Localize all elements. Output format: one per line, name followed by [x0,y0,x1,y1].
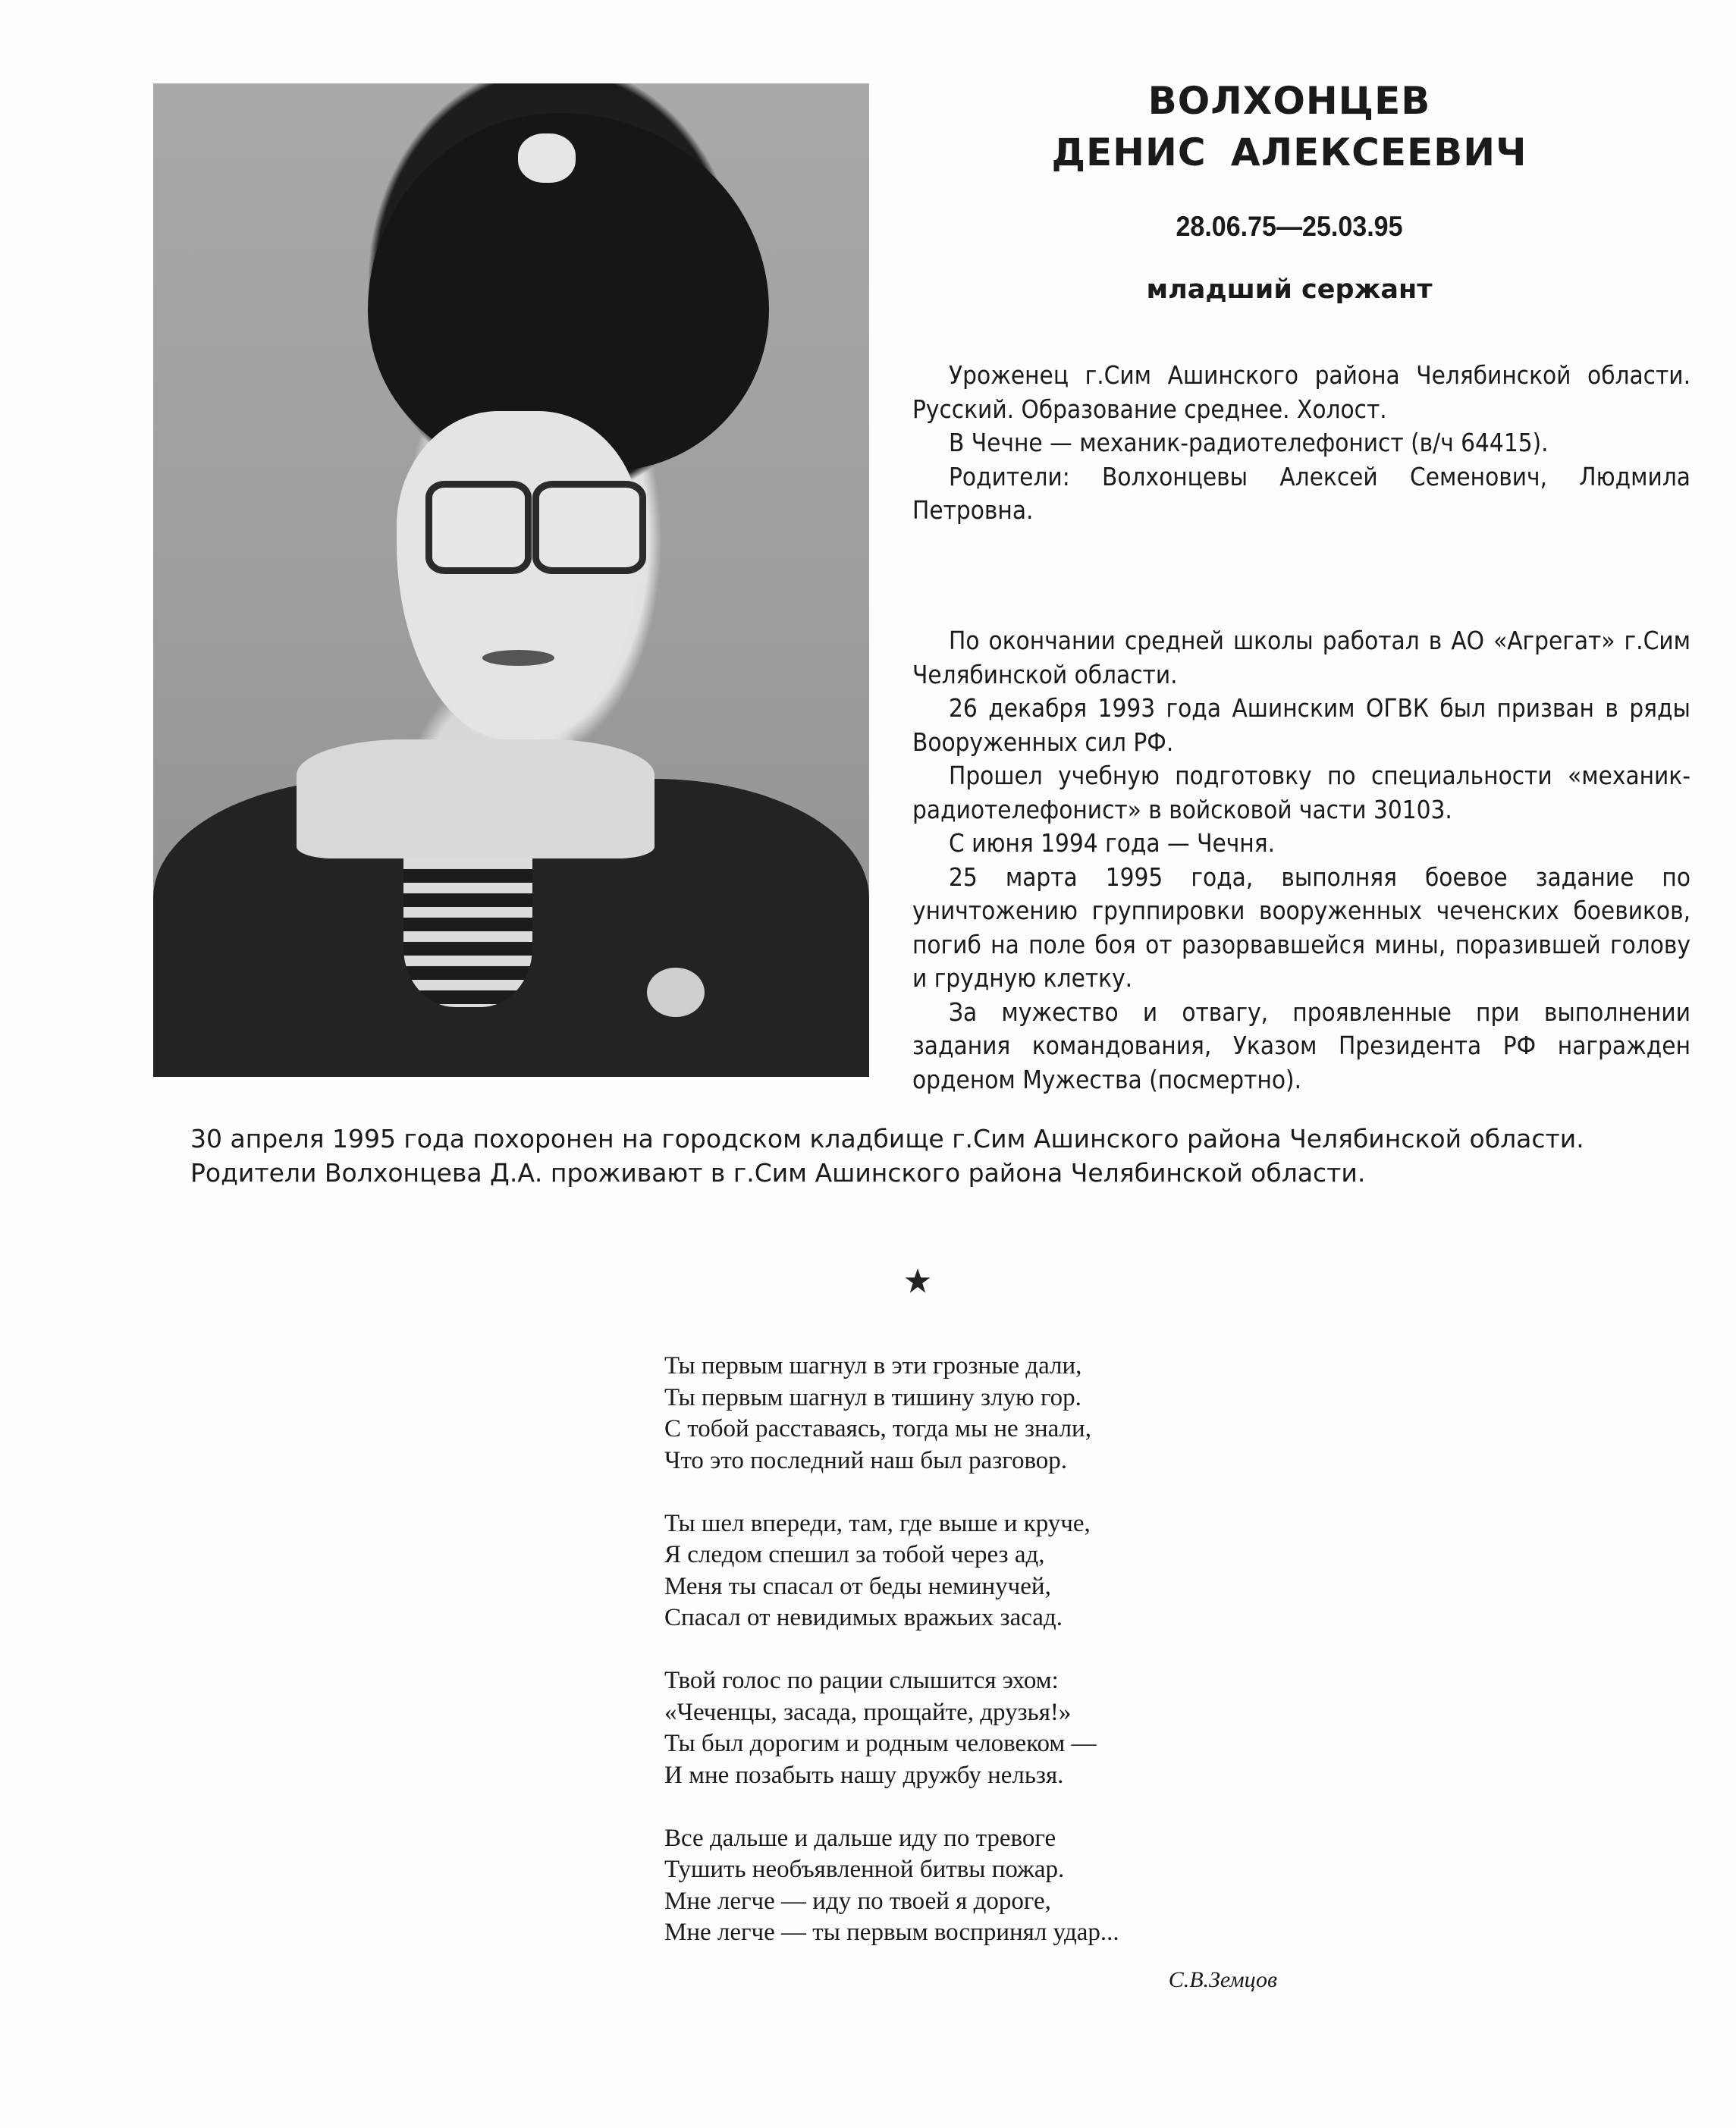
portrait-photo [153,83,869,1077]
photo-mouth [482,650,554,666]
poem-stanza [664,1665,1301,1791]
photo-collar [297,739,655,858]
poem-stanza [664,1823,1301,1949]
biography-service-block [912,624,1690,1097]
photo-striped-shirt [403,858,532,1008]
star-icon [904,1267,931,1295]
poem-line: Ты первым шагнул в эти грозные дали, [664,1352,1082,1379]
photo-face [397,411,640,739]
photo-glasses-right-lens [532,481,646,574]
memorial-poem [664,1351,1301,1980]
poem-line: Все дальше и дальше иду по тревоге [664,1824,1056,1852]
poem-line: Ты был дорогим и родным человеком — [664,1730,1097,1757]
poem-line: И мне позабыть нашу дружбу нельзя. [664,1761,1064,1789]
poem-author: С.В.Земцов [1168,1967,1277,1992]
poem-line: Ты первым шагнул в тишину злую гор. [664,1383,1081,1411]
bio-paragraph: 25 марта 1995 года, выполняя боевое задание по уничтожению группировки вооруженных чеченских боевиков, погиб на поле боя от разорвавшейся мины, поразившей голову и грудную клетку. [912,862,1690,993]
life-dates: 28.06.75—25.03.95 [1176,211,1403,242]
bio-paragraph: По окончании средней школы работал в АО «Агрегат» г.Сим Челябинской области. [912,626,1690,689]
poem-line: Мне легче — ты первым воспринял удар... [664,1919,1119,1946]
bio-paragraph: В Чечне — механик-радиотелефонист (в/ч 64415). [949,428,1549,457]
surname-heading: ВОЛХОНЦЕВ [1147,79,1431,123]
poem-line: С тобой расставаясь, тогда мы не знали, [664,1415,1091,1442]
bio-paragraph: Прошел учебную подготовку по специальности «механик-радиотелефонист» в войсковой части 30103. [912,761,1690,824]
bio-paragraph: Уроженец г.Сим Ашинского района Челябинской области. Русский. Образование среднее. Холост. [912,360,1690,424]
poem-line: Тушить необъявленной битвы пожар. [664,1856,1065,1883]
bio-paragraph: 30 апреля 1995 года похоронен на городском кладбище г.Сим Ашинского района Челябинской области. [190,1124,1584,1153]
bio-paragraph: 26 декабря 1993 года Ашинским ОГВК был призван в ряды Вооруженных сил РФ. [912,693,1690,757]
poem-line: Я следом спешил за тобой через ад, [664,1541,1045,1568]
military-rank: младший сержант [1146,275,1433,305]
bio-paragraph: С июня 1994 года — Чечня. [949,828,1275,858]
poem-line: «Чеченцы, засада, прощайте, друзья!» [664,1698,1072,1726]
poem-line: Мне легче — иду по твоей я дороге, [664,1887,1051,1915]
poem-line: Что это последний наш был разговор. [664,1446,1068,1474]
biography-personal-block [912,359,1690,528]
photo-glasses-left-lens [425,481,532,574]
poem-line: Меня ты спасал от беды неминучей, [664,1572,1051,1600]
poem-stanza [664,1351,1301,1477]
photo-hat-badge [518,133,576,184]
bio-paragraph: Родители Волхонцева Д.А. проживают в г.Сим Ашинского района Челябинской области. [190,1157,1366,1188]
poem-line: Твой голос по рации слышится эхом: [664,1667,1059,1694]
poem-stanza [664,1508,1301,1634]
biography-burial-block [154,1122,1690,1190]
bio-paragraph: За мужество и отвагу, проявленные при выполнении задания командования, Указом Президента РФ награжден орденом Мужества (посмертно). [912,997,1690,1094]
bio-paragraph: Родители: Волхонцевы Алексей Семенович, Людмила Петровна. [912,461,1690,525]
photo-medal [647,968,705,1018]
given-names-heading: ДЕНИС АЛЕКСЕЕВИЧ [1051,130,1527,174]
poem-line: Спасал от невидимых вражьих засад. [664,1604,1063,1631]
poem-line: Ты шел впереди, там, где выше и круче, [664,1509,1091,1537]
